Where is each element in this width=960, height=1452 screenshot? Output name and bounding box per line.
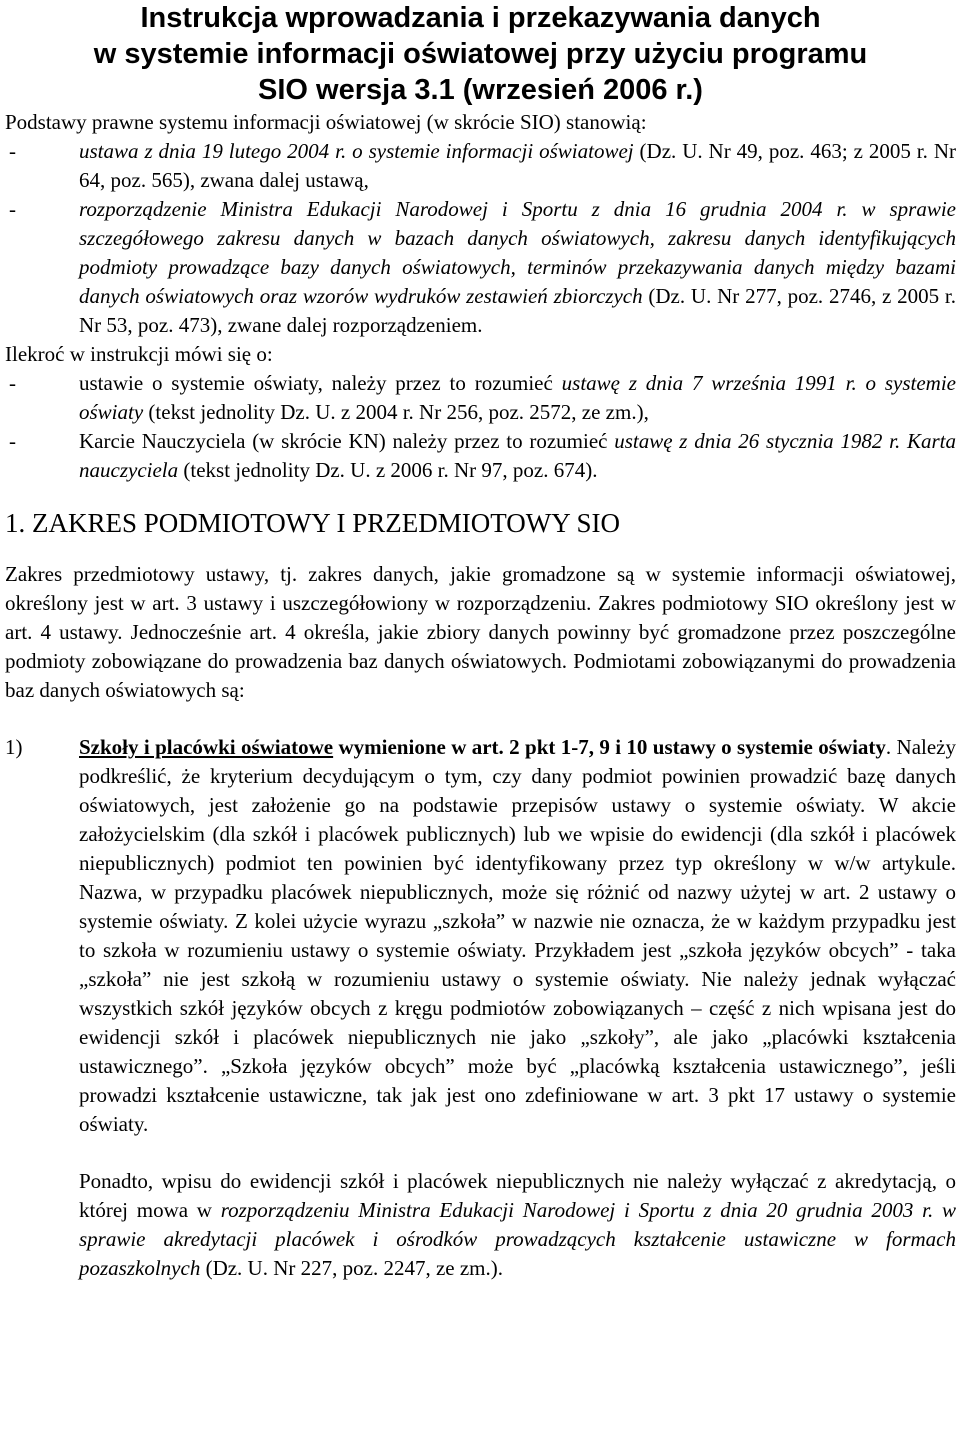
title-line-1: Instrukcja wprowadzania i przekazywania danych [140,2,821,34]
definitions-intro: Ilekroć w instrukcji mówi się o: [5,342,273,366]
definition-item-1-text2: (tekst jednolity Dz. U. z 2004 r. Nr 256, poz. 2572, ze zm.), [143,400,649,424]
definitions-list [5,369,956,485]
legal-basis-item-1-italic: ustawa z dnia 19 lutego 2004 r. o systemie informacji oświatowej [79,139,634,163]
definition-item-2-text1: Karcie Nauczyciela (w skrócie KN) należy przez to rozumieć [79,429,615,453]
follow-text-1: Ponadto, wpisu do ewidencji szkół i placówek niepublicznych nie należy wyłączać z akredytacją, o której mowa w [79,1169,956,1222]
entity-item-text: . Należy podkreślić, że kryterium decydującym o tym, czy dany podmiot powinien prowadzić bazę danych oświatowych, jest założenie go na podstawie przepisów ustawy o systemie oświaty. W akcie założycielskim (dla szkół i placówek publicznych) lub we wpisie do ewidencji (dla szkół i placówek niepublicznych) podmiot ten powinien być identyfikowany przez typ określony w w/w artykule. Nazwa, w przypadku placówek niepublicznych, może się różnić od nazwy użytej w art. 2 ustawy o systemie oświaty. Z kolei użycie wyrazu „szkoła” w nazwie nie oznacza, że w każdym przypadku jest to szkoła w rozumieniu ustawy o systemie oświaty. Przykładem jest „szkoła języków obcych” - taka „szkoła” nie jest szkołą w rozumieniu ustawy o systemie oświaty. Nie należy jednak wyłączać wszystkich szkół języków obcych z kręgu podmiotów zobowiązanych – część z nich wpisana jest do ewidencji szkół i placówek niepublicznych nie jako „szkoły”, ale jako „placówki kształcenia ustawicznego”. „Szkoła języków obcych” może być „placówką kształcenia ustawicznego”, jeśli prowadzi kształcenie ustawiczne, tak jak jest ono zdefiniowane w art. 3 pkt 17 ustawy o systemie oświaty. [79,735,956,1136]
definition-item [5,427,956,485]
legal-basis-item-2-italic: rozporządzenie Ministra Edukacji Narodowej i Sportu z dnia 16 grudnia 2004 r. w sprawie szczegółowego zakresu danych w bazach danych oświatowych, zakresu danych identyfikujących podmioty prowadzące bazy danych oświatowych, terminów przekazywania danych między bazami danych oświatowych oraz wzorów wydruków zestawień zbiorczych [79,197,956,308]
entity-item-bold: wymienione w art. 2 pkt 1-7, 9 i 10 ustawy o systemie oświaty [333,735,886,759]
follow-text-2: (Dz. U. Nr 227, poz. 2247, ze zm.). [200,1256,503,1280]
legal-basis-intro: Podstawy prawne systemu informacji oświatowej (w skrócie SIO) stanowią: [5,110,647,134]
document-title [5,0,956,108]
definition-item-2-italic: ustawę z dnia 26 stycznia 1982 r. Karta nauczyciela [79,429,956,482]
section-paragraph: Zakres przedmiotowy ustawy, tj. zakres danych, jakie gromadzone są w systemie informacji oświatowej, określony jest w art. 3 ustawy i uszczegółowiony w rozporządzeniu. Zakres podmiotowy SIO określony jest w art. 4 ustawy. Jednocześnie art. 4 określa, jakie zbiory danych powinny być gromadzone przez poszczególne podmioty zobowiązane do prowadzenia baz danych oświatowych. Podmiotami zobowiązanymi do prowadzenia baz danych oświatowych są: [5,562,956,702]
legal-basis-list [5,137,956,340]
follow-italic: rozporządzeniu Ministra Edukacji Narodowej i Sportu z dnia 20 grudnia 2003 r. w sprawie akredytacji placówek i ośrodków prowadzących kształcenie ustawiczne w formach pozaszkolnych [79,1198,956,1280]
follow-paragraph [79,1167,956,1283]
title-line-2: w systemie informacji oświatowej przy użyciu programu [93,38,868,70]
title-line-3: SIO wersja 3.1 (wrzesień 2006 r.) [258,74,703,106]
definition-item-1-text1: ustawie o systemie oświaty, należy przez to rozumieć [79,371,562,395]
section-heading: 1. ZAKRES PODMIOTOWY I PRZEDMIOTOWY SIO [5,508,620,538]
definition-item-1-italic: ustawę z dnia 7 września 1991 r. o systemie oświaty [79,371,956,424]
entity-item-underlined: Szkoły i placówki oświatowe [79,735,334,759]
legal-basis-item [5,137,956,195]
legal-basis-item [5,195,956,340]
definition-item-2-text2: (tekst jednolity Dz. U. z 2006 r. Nr 97, poz. 674). [178,458,598,482]
definition-item [5,369,956,427]
legal-basis-item-2-rest: (Dz. U. Nr 277, poz. 2746, z 2005 r. Nr 53, poz. 473), zwane dalej rozporządzeniem. [79,284,956,337]
legal-basis-item-1-rest: (Dz. U. Nr 49, poz. 463; z 2005 r. Nr 64, poz. 565), zwana dalej ustawą, [79,139,956,192]
entities-list [5,733,956,1139]
entity-item-number: 1) [5,735,23,759]
entity-item [5,733,956,1139]
